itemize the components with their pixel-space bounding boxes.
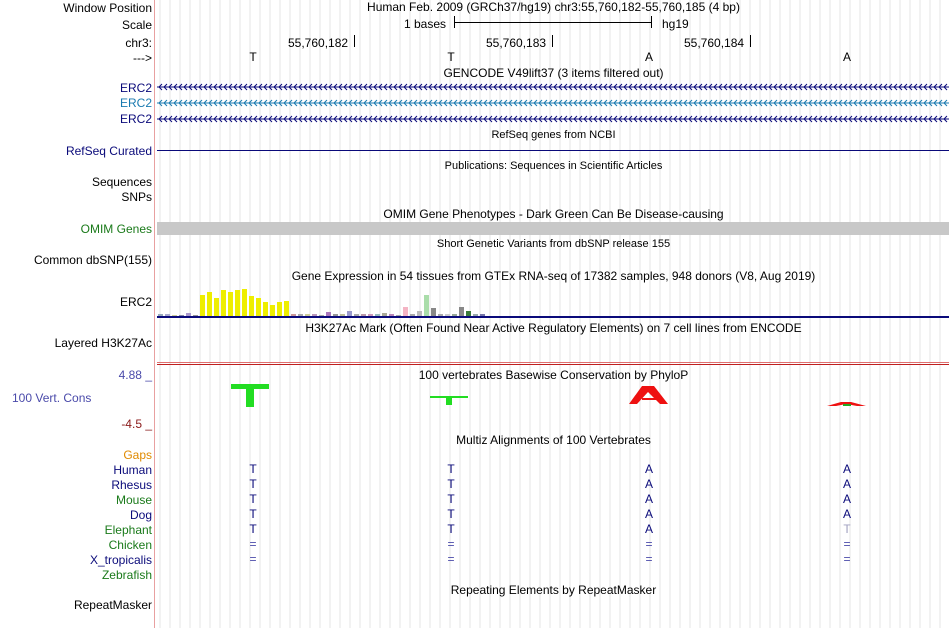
cons-label[interactable]: 100 Vert. Cons (12, 391, 92, 405)
window-position-label: Window Position (63, 1, 152, 15)
gencode-item-label[interactable]: ERC2 (119, 96, 152, 110)
species-label-zebrafish[interactable]: Zebrafish (101, 568, 152, 582)
align-gap: = (447, 552, 455, 566)
gtex-tissue-bar[interactable] (277, 302, 282, 316)
multiz-track-title[interactable]: Multiz Alignments of 100 Vertebrates (456, 433, 651, 447)
scale-value: 1 bases (404, 17, 447, 31)
align-base: A (644, 507, 653, 521)
species-label-chicken[interactable]: Chicken (108, 538, 152, 552)
seq-base: A (644, 50, 653, 64)
coord-label-3: 55,760,184 (684, 36, 745, 50)
align-base: T (843, 522, 851, 536)
publications-track-title[interactable]: Publications: Sequences in Scientific Articles (444, 160, 663, 172)
cons-min-label: -4.5 _ (121, 417, 152, 431)
cons-max-label: 4.88 _ (118, 368, 152, 382)
align-base: T (249, 507, 257, 521)
seq-base: T (447, 50, 455, 64)
align-base: A (842, 507, 851, 521)
align-gap: = (645, 537, 653, 551)
align-base: A (842, 462, 851, 476)
align-base: A (644, 522, 653, 536)
arrow-label: ---> (133, 51, 152, 65)
seq-base: T (249, 50, 257, 64)
species-label-dog[interactable]: Dog (129, 508, 152, 522)
align-base: A (644, 462, 653, 476)
h3k27ac-signal-bottom (157, 364, 949, 365)
omim-feature-bar[interactable] (157, 222, 949, 235)
coord-tick-3 (750, 35, 751, 47)
cons-track-title[interactable]: 100 vertebrates Basewise Conservation by PhyloP (418, 368, 689, 382)
align-base: T (249, 462, 257, 476)
coord-tick-2 (552, 35, 553, 47)
omim-track-title[interactable]: OMIM Gene Phenotypes - Dark Green Can Be Disease-causing (383, 207, 724, 221)
align-gap: = (447, 537, 455, 551)
h3k27ac-signal-top (157, 362, 949, 363)
align-gap: = (249, 537, 257, 551)
align-base: A (842, 492, 851, 506)
gtex-tissue-bar[interactable] (270, 305, 275, 316)
cons-letter-t (430, 396, 468, 405)
gencode-item-label[interactable]: ERC2 (119, 112, 152, 126)
align-base: T (447, 507, 455, 521)
gtex-tissue-bar[interactable] (235, 290, 240, 316)
scale-label: Scale (121, 18, 152, 32)
coord-label-2: 55,760,183 (486, 36, 547, 50)
dbsnp-label[interactable]: Common dbSNP(155) (33, 253, 152, 267)
gene-strand[interactable] (157, 115, 949, 123)
gencode-item-label[interactable]: ERC2 (119, 81, 152, 95)
gtex-tissue-bar[interactable] (431, 308, 436, 316)
align-base: A (842, 477, 851, 491)
gtex-bar-chart[interactable] (157, 284, 949, 316)
gene-strand[interactable] (157, 83, 949, 91)
align-base: T (249, 492, 257, 506)
gtex-tissue-bar[interactable] (214, 298, 219, 316)
gtex-tissue-bar[interactable] (242, 289, 247, 316)
cons-letter-a (629, 386, 668, 404)
gtex-tissue-bar[interactable] (207, 292, 212, 316)
refseq-label[interactable]: RefSeq Curated (65, 144, 152, 158)
align-gap: = (843, 552, 851, 566)
gtex-tissue-bar[interactable] (256, 298, 261, 316)
h3k27ac-label[interactable]: Layered H3K27Ac (54, 336, 152, 350)
gtex-tissue-bar[interactable] (200, 295, 205, 316)
cons-letter-t (231, 384, 269, 407)
gtex-tissue-bar[interactable] (263, 302, 268, 316)
scale-bar (454, 16, 652, 28)
coord-tick-1 (354, 35, 355, 47)
gene-strand[interactable] (157, 99, 949, 107)
gtex-label[interactable]: ERC2 (119, 295, 152, 309)
gtex-tissue-bar[interactable] (459, 307, 464, 316)
species-label-human[interactable]: Human (113, 463, 152, 477)
refseq-track-title[interactable]: RefSeq genes from NCBI (491, 129, 616, 141)
gtex-tissue-bar[interactable] (424, 295, 429, 316)
species-label-rhesus[interactable]: Rhesus (111, 478, 152, 492)
gtex-track-title[interactable]: Gene Expression in 54 tissues from GTEx RNA-seq of 17382 samples, 948 donors (V8, Aug 2019) (291, 269, 816, 283)
gtex-gene-line[interactable] (157, 316, 949, 318)
seq-base: A (842, 50, 851, 64)
gtex-tissue-bar[interactable] (403, 307, 408, 316)
align-base: A (644, 492, 653, 506)
align-gap: = (843, 537, 851, 551)
align-base: A (644, 477, 653, 491)
coord-label-1: 55,760,182 (288, 36, 349, 50)
align-base: T (447, 522, 455, 536)
gaps-label[interactable]: Gaps (123, 448, 152, 462)
dbsnp-track-title[interactable]: Short Genetic Variants from dbSNP release 155 (436, 238, 671, 250)
species-label-x-tropicalis[interactable]: X_tropicalis (89, 553, 152, 567)
gtex-tissue-bar[interactable] (228, 292, 233, 316)
omim-label[interactable]: OMIM Genes (80, 222, 152, 236)
align-base: T (249, 477, 257, 491)
repeat-label[interactable]: RepeatMasker (73, 598, 152, 612)
cons-letter-a (827, 402, 866, 406)
refseq-gene-line[interactable] (157, 150, 949, 151)
label-divider (154, 0, 155, 628)
sequences-label[interactable]: Sequences (91, 175, 152, 189)
align-base: T (447, 492, 455, 506)
chr-label: chr3: (125, 36, 152, 50)
align-gap: = (249, 552, 257, 566)
gtex-tissue-bar[interactable] (249, 296, 254, 316)
repeat-track-title[interactable]: Repeating Elements by RepeatMasker (450, 583, 657, 597)
align-base: T (447, 462, 455, 476)
window-position-value: Human Feb. 2009 (GRCh37/hg19) chr3:55,760,182-55,760,185 (4 bp) (367, 0, 740, 14)
scale-assembly: hg19 (662, 17, 689, 31)
align-base: T (249, 522, 257, 536)
conservation-logo[interactable] (157, 380, 950, 416)
snps-label[interactable]: SNPs (121, 190, 152, 204)
gtex-tissue-bar[interactable] (284, 301, 289, 316)
species-label-elephant[interactable]: Elephant (104, 523, 152, 537)
gtex-tissue-bar[interactable] (221, 290, 226, 316)
align-gap: = (645, 552, 653, 566)
species-label-mouse[interactable]: Mouse (115, 493, 152, 507)
align-base: T (447, 477, 455, 491)
h3k27ac-track-title[interactable]: H3K27Ac Mark (Often Found Near Active Regulatory Elements) on 7 cell lines from ENCODE (305, 321, 802, 335)
gencode-track-title[interactable]: GENCODE V49lift37 (3 items filtered out) (443, 66, 664, 80)
